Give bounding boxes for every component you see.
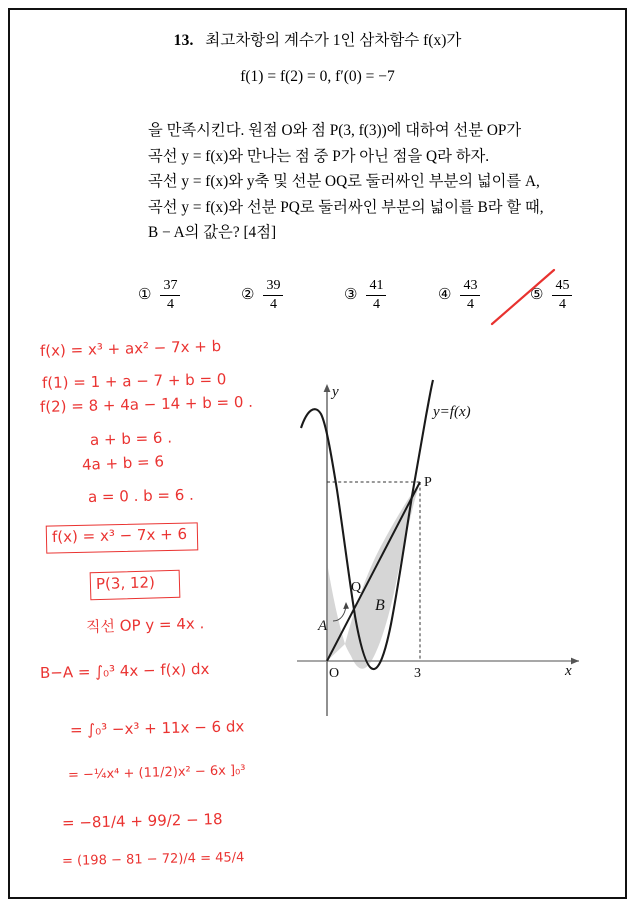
choice-denominator: 4 — [558, 296, 566, 312]
y-axis-label: y — [332, 384, 339, 400]
choice-marker: ① — [138, 286, 152, 303]
fraction-bar — [552, 295, 572, 296]
choice-numerator: 45 — [555, 278, 570, 293]
origin-label: O — [329, 666, 340, 681]
handwritten-line-6: a = 0 . b = 6 . — [87, 485, 195, 506]
handwritten-line-11: = ∫₀³ −x³ + 11x − 6 dx — [69, 717, 245, 739]
choice-denominator: 4 — [372, 296, 380, 312]
handwritten-line-14: = (198 − 81 − 72)/4 = 45/4 — [61, 850, 245, 869]
choice-marker: ③ — [344, 286, 358, 303]
choice-value — [552, 278, 572, 312]
figure-graph — [293, 378, 593, 718]
choice-value — [366, 278, 386, 312]
region-a-label: A — [318, 618, 328, 634]
answer-choice-2[interactable] — [241, 278, 283, 312]
handwritten-line-1: f(x) = x³ + ax² − 7x + b — [39, 336, 222, 360]
x-axis-arrow-icon — [571, 658, 579, 665]
handwritten-line-9: 직선 OP y = 4x . — [85, 614, 205, 636]
fraction-bar — [263, 295, 283, 296]
question-statement-line1: 최고차항의 계수가 1인 삼차함수 f(x)가 — [205, 32, 462, 49]
point-p-label: P — [424, 475, 432, 490]
exam-page — [8, 8, 627, 899]
handwritten-line-4: a + b = 6 . — [89, 428, 173, 449]
choice-numerator: 43 — [463, 278, 478, 293]
handwritten-line-2: f(1) = 1 + a − 7 + b = 0 — [41, 370, 227, 392]
answer-choice-5[interactable] — [530, 278, 572, 312]
x-tick-label-3: 3 — [414, 666, 421, 681]
handwritten-solution — [32, 336, 282, 881]
answer-choice-3[interactable] — [344, 278, 386, 312]
choice-numerator: 41 — [369, 278, 384, 293]
choice-denominator: 4 — [166, 296, 174, 312]
question-display-equation: f(1) = f(2) = 0, f′(0) = −7 — [240, 68, 395, 85]
answer-choices — [138, 278, 578, 323]
choice-value — [160, 278, 180, 312]
handwritten-line-13: = −81/4 + 99/2 − 18 — [61, 810, 223, 832]
y-axis-arrow-icon — [324, 384, 331, 392]
region-a-shading — [327, 562, 345, 661]
answer-choice-1[interactable] — [138, 278, 180, 312]
point-q-label: Q — [351, 580, 362, 595]
choice-denominator: 4 — [269, 296, 277, 312]
choice-denominator: 4 — [466, 296, 474, 312]
fraction-bar — [160, 295, 180, 296]
question-header — [10, 28, 625, 50]
handwritten-line-10: B−A = ∫₀³ 4x − f(x) dx — [39, 659, 210, 682]
choice-marker: ② — [241, 286, 255, 303]
a-leader-arrow-icon — [343, 602, 349, 609]
handwritten-line-3: f(2) = 8 + 4a − 14 + b = 0 . — [39, 392, 254, 416]
choice-value — [460, 278, 480, 312]
answer-choice-4[interactable] — [438, 278, 480, 312]
question-body-line-4: 곡선 y = f(x)와 선분 PQ로 둘러싸인 부분의 넓이를 B라 할 때, — [148, 198, 544, 216]
x-axis-label: x — [565, 663, 572, 679]
question-body-line-1: 을 만족시킨다. 원점 O와 점 P(3, f(3))에 대하여 선분 OP가 — [148, 122, 522, 139]
choice-numerator: 39 — [266, 278, 281, 293]
choice-value — [263, 278, 283, 312]
handwritten-line-8: P(3, 12) — [95, 573, 156, 593]
question-number: 13. — [173, 32, 194, 49]
handwritten-line-7: f(x) = x³ − 7x + 6 — [51, 524, 188, 546]
fraction-bar — [366, 295, 386, 296]
curve-label: y=f(x) — [433, 404, 471, 420]
choice-marker: ④ — [438, 286, 452, 303]
question-body — [148, 118, 578, 246]
question-body-line-3: 곡선 y = f(x)와 y축 및 선분 OQ로 둘러싸인 부분의 넓이를 A, — [148, 173, 540, 190]
handwritten-line-12: = −¼x⁴ + (11/2)x² − 6x ]₀³ — [67, 763, 246, 783]
handwritten-line-5: 4a + b = 6 — [81, 452, 165, 474]
question-body-line-2: 곡선 y = f(x)와 만나는 점 중 P가 아닌 점을 Q라 하자. — [148, 147, 490, 165]
choice-numerator: 37 — [163, 278, 178, 293]
region-b-label: B — [375, 597, 385, 614]
fraction-bar — [460, 295, 480, 296]
choice-marker: ⑤ — [530, 286, 544, 303]
question-body-line-5: B − A의 값은? [4점] — [148, 224, 277, 241]
